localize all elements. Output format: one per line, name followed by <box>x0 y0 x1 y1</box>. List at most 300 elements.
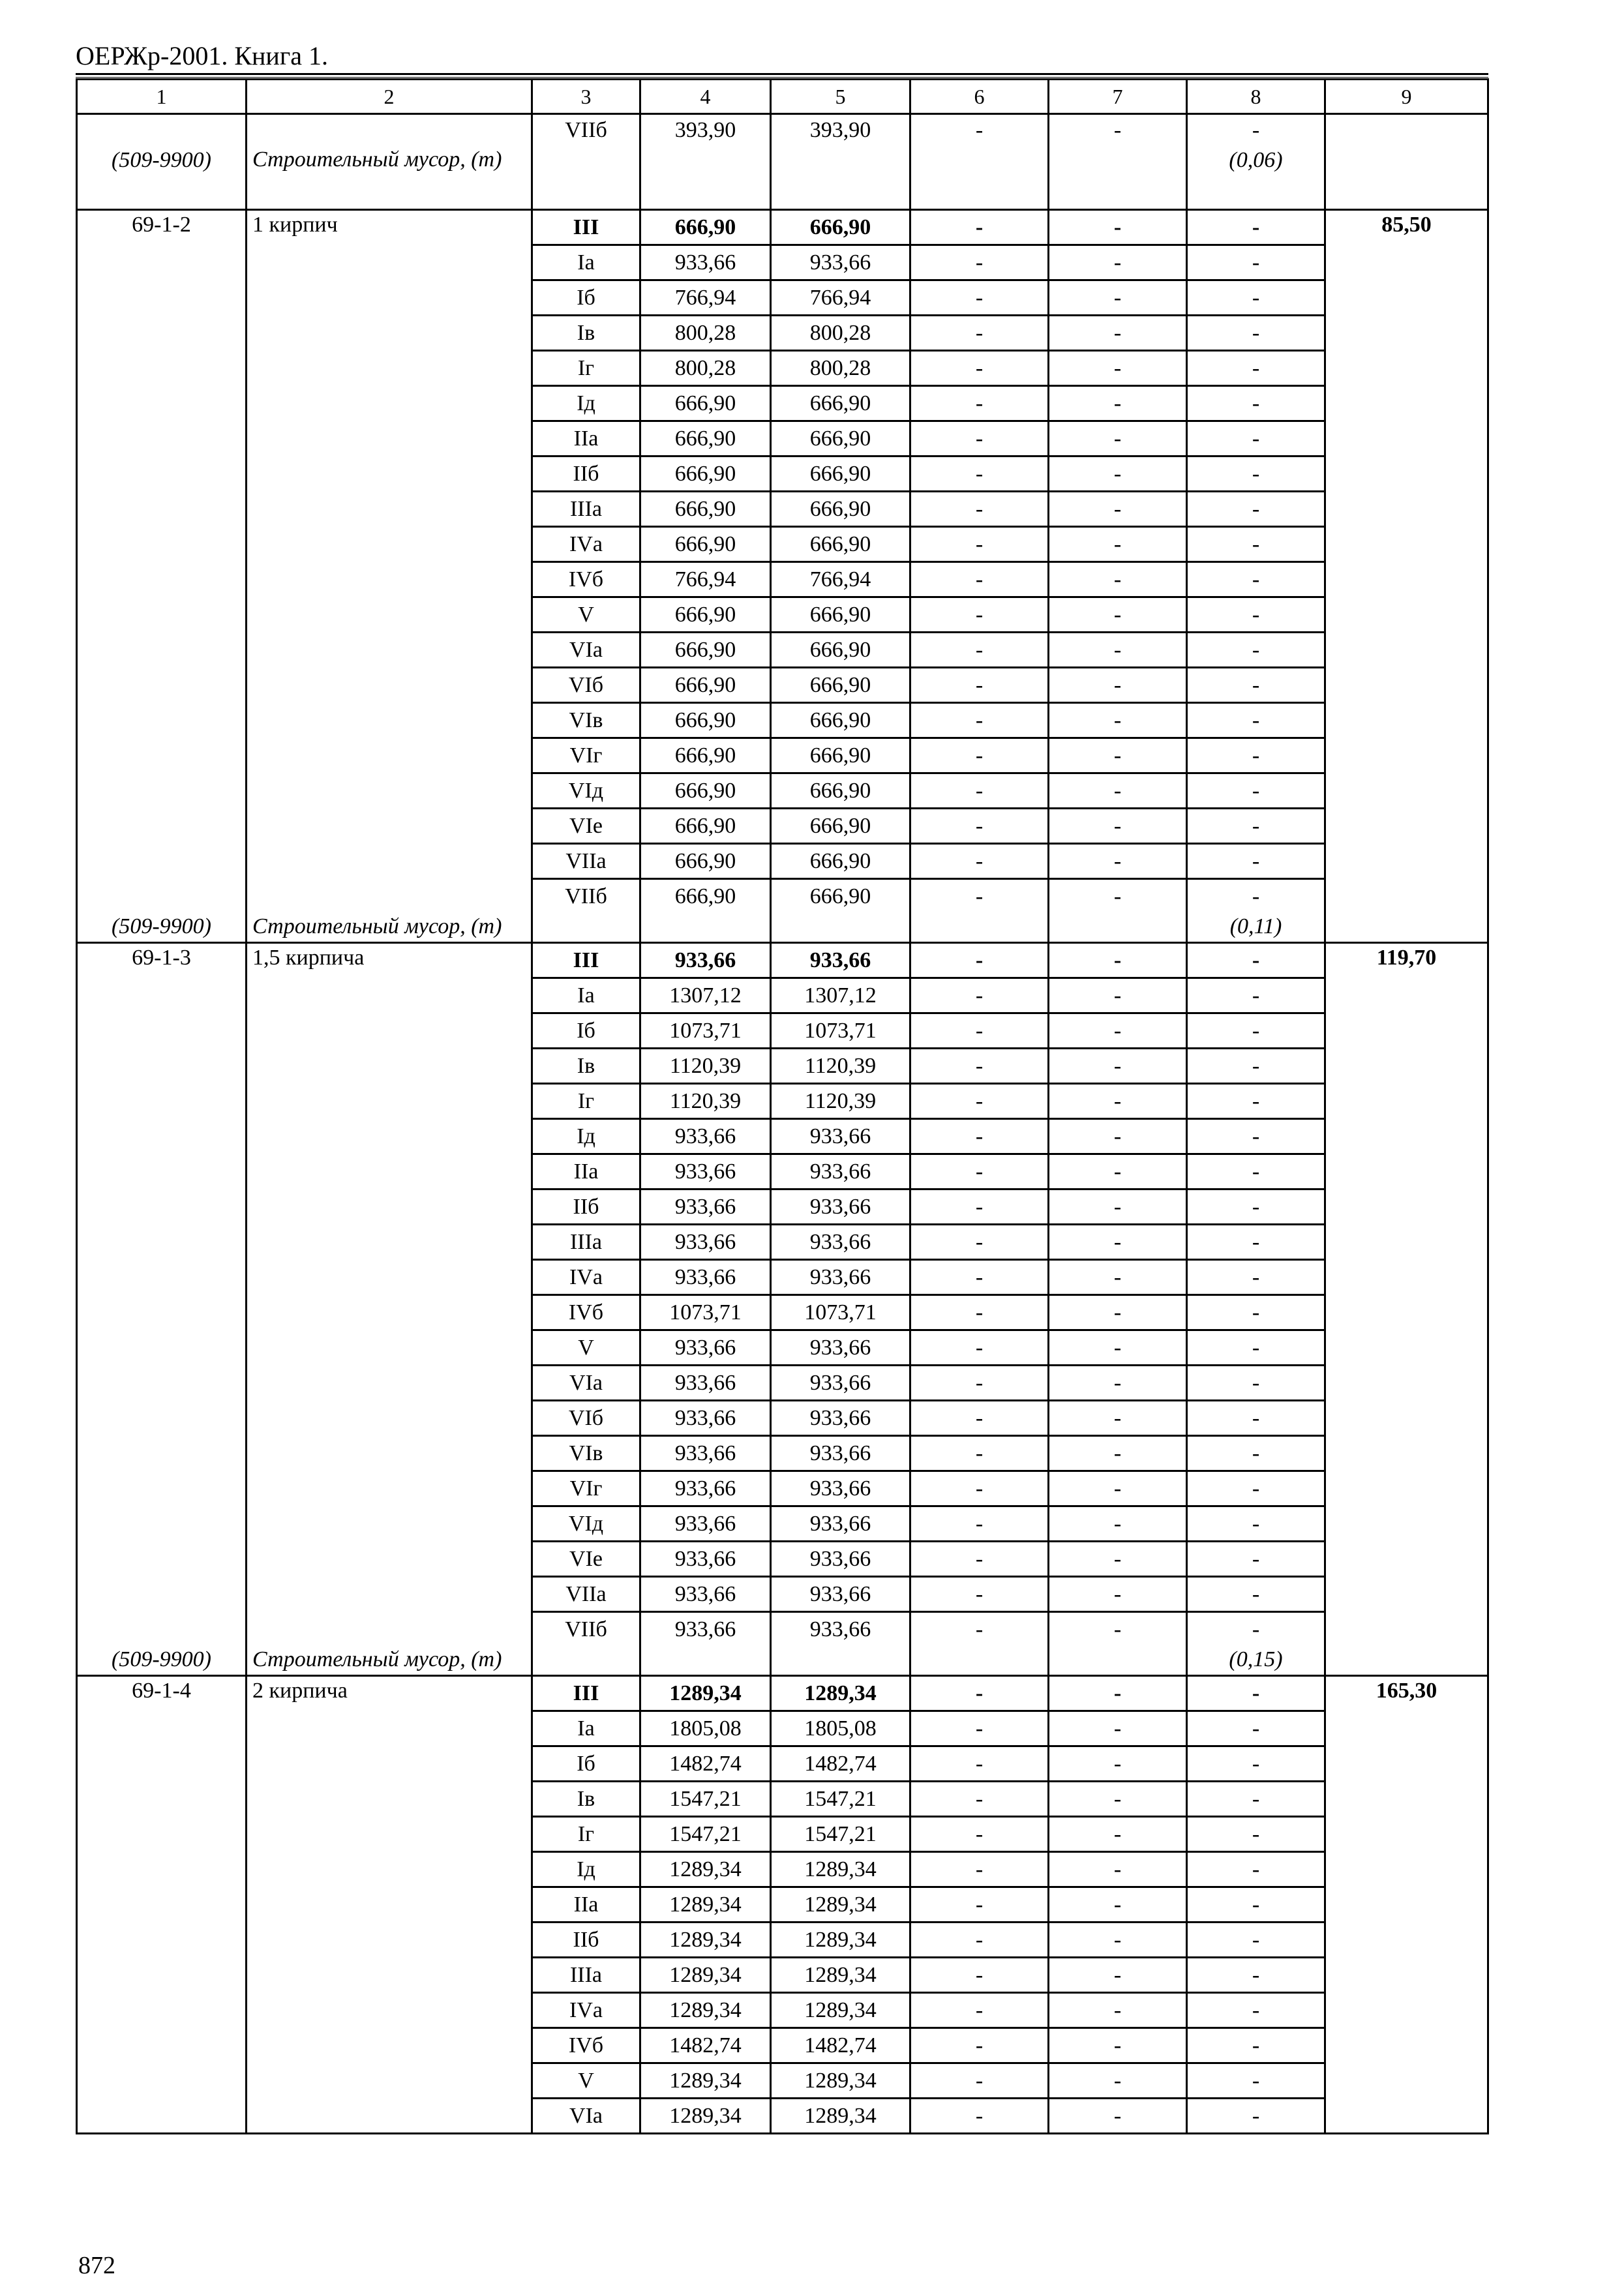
table-row <box>77 316 1488 351</box>
table-cell <box>77 245 247 280</box>
table-cell <box>247 773 532 809</box>
value-cell: - <box>1049 1746 1187 1782</box>
value-cell: - <box>1049 562 1187 597</box>
value-cell: - <box>1187 844 1325 879</box>
zone-cell: IIIа <box>532 1958 640 1993</box>
value-cell: - <box>1049 1922 1187 1958</box>
table-cell <box>1325 738 1488 773</box>
table-cell <box>1325 1471 1488 1506</box>
table-cell <box>247 1646 532 1676</box>
table-cell <box>1325 245 1488 280</box>
value-cell: - <box>1049 492 1187 527</box>
value-cell: 1073,71 <box>771 1295 910 1330</box>
table-cell <box>1325 386 1488 421</box>
value-cell: - <box>1049 1577 1187 1612</box>
value-cell: - <box>1187 1189 1325 1225</box>
value-cell: 933,66 <box>640 1225 771 1260</box>
value-cell: 666,90 <box>640 703 771 738</box>
column-number-row <box>77 80 1488 114</box>
value-cell: 933,66 <box>640 1612 771 1647</box>
value-cell: - <box>1187 492 1325 527</box>
table-cell <box>247 1471 532 1506</box>
value-cell: - <box>1049 1817 1187 1852</box>
header-rule-thin <box>76 77 1488 78</box>
zone-cell: IVа <box>532 1993 640 2028</box>
table-cell <box>77 351 247 386</box>
value-cell: 1547,21 <box>640 1817 771 1852</box>
table-cell <box>77 1922 247 1958</box>
table-cell <box>247 2099 532 2134</box>
value-cell: 666,90 <box>640 386 771 421</box>
table-row <box>77 1401 1488 1436</box>
table-row <box>77 1119 1488 1154</box>
table-cell <box>247 844 532 879</box>
zone-cell: VIIа <box>532 844 640 879</box>
table-cell <box>1325 562 1488 597</box>
zone-cell: IIа <box>532 1887 640 1922</box>
table-cell <box>247 280 532 316</box>
value-cell: - <box>910 1013 1049 1049</box>
table-cell <box>77 280 247 316</box>
value-cell: - <box>910 879 1049 914</box>
value-cell: 933,66 <box>640 245 771 280</box>
table-cell <box>77 809 247 844</box>
value-cell: - <box>910 1225 1049 1260</box>
zone-cell: Iд <box>532 386 640 421</box>
zone-cell: VIв <box>532 703 640 738</box>
table-cell <box>77 773 247 809</box>
table-cell <box>1325 1711 1488 1746</box>
table-cell <box>77 1366 247 1401</box>
value-cell: - <box>910 844 1049 879</box>
table-row <box>77 809 1488 844</box>
value-cell: - <box>910 1049 1049 1084</box>
value-cell: - <box>1187 114 1325 147</box>
value-cell: - <box>1187 1612 1325 1647</box>
value-cell: - <box>910 1922 1049 1958</box>
table-row <box>77 1154 1488 1189</box>
value-cell: 666,90 <box>771 844 910 879</box>
table-row <box>77 1887 1488 1922</box>
value-cell: - <box>1049 668 1187 703</box>
value-cell: 666,90 <box>640 633 771 668</box>
value-cell: - <box>1187 386 1325 421</box>
total-value: 119,70 <box>1325 943 1488 978</box>
value-cell: 1289,34 <box>771 1922 910 1958</box>
value-cell: 1289,34 <box>771 1887 910 1922</box>
value-cell: - <box>1187 738 1325 773</box>
table-cell <box>247 2028 532 2063</box>
table-cell <box>1325 280 1488 316</box>
value-cell: - <box>1049 1958 1187 1993</box>
value-cell: - <box>1049 738 1187 773</box>
value-cell: - <box>910 1676 1049 1711</box>
zone-cell: Iв <box>532 316 640 351</box>
table-row <box>77 1746 1488 1782</box>
value-cell: 1073,71 <box>640 1013 771 1049</box>
value-cell: 1073,71 <box>771 1013 910 1049</box>
value-cell: 933,66 <box>771 1401 910 1436</box>
table-cell <box>77 1711 247 1746</box>
value-cell: - <box>910 351 1049 386</box>
value-cell: - <box>910 1084 1049 1119</box>
value-cell: - <box>1049 527 1187 562</box>
zone-cell: VIб <box>532 1401 640 1436</box>
value-cell: - <box>1049 879 1187 914</box>
table-cell <box>1325 668 1488 703</box>
table-cell <box>1325 1887 1488 1922</box>
item-name: 2 кирпича <box>247 1676 532 1711</box>
zone-cell: Iа <box>532 1711 640 1746</box>
debris-code: (509-9900) <box>77 913 247 943</box>
value-cell: - <box>910 280 1049 316</box>
value-cell: - <box>1049 2028 1187 2063</box>
value-cell: 1805,08 <box>640 1711 771 1746</box>
table-row <box>77 386 1488 421</box>
table-row <box>77 844 1488 879</box>
item-name: 1,5 кирпича <box>247 943 532 978</box>
value-cell: 666,90 <box>771 386 910 421</box>
table-row <box>77 1817 1488 1852</box>
table-cell <box>247 1436 532 1471</box>
value-cell: 933,66 <box>640 1542 771 1577</box>
table-cell <box>1325 316 1488 351</box>
value-cell: 800,28 <box>640 351 771 386</box>
table-cell <box>247 597 532 633</box>
value-cell: 666,90 <box>640 492 771 527</box>
table-cell <box>1325 1260 1488 1295</box>
table-cell <box>247 1260 532 1295</box>
value-cell: 1289,34 <box>640 1676 771 1711</box>
value-cell: - <box>1187 1154 1325 1189</box>
table-cell <box>1325 809 1488 844</box>
table-cell <box>1325 1542 1488 1577</box>
table-cell <box>247 668 532 703</box>
table-cell <box>77 2028 247 2063</box>
table-cell <box>1325 1295 1488 1330</box>
item-code: 69-1-2 <box>77 210 247 245</box>
debris-value: (0,06) <box>1187 146 1325 210</box>
table-row <box>77 1852 1488 1887</box>
value-cell: - <box>1049 1711 1187 1746</box>
table-row <box>77 633 1488 668</box>
table-cell <box>1325 456 1488 492</box>
value-cell: - <box>1049 1119 1187 1154</box>
zone-cell: Iв <box>532 1049 640 1084</box>
value-cell: 1547,21 <box>771 1817 910 1852</box>
value-cell: - <box>910 1471 1049 1506</box>
value-cell: - <box>1187 1782 1325 1817</box>
table-cell <box>247 492 532 527</box>
value-cell: 666,90 <box>640 879 771 914</box>
value-cell: - <box>1049 421 1187 456</box>
value-cell: - <box>1187 1676 1325 1711</box>
table-row <box>77 773 1488 809</box>
value-cell: 1482,74 <box>640 1746 771 1782</box>
value-cell: - <box>1187 1577 1325 1612</box>
table-cell <box>1325 1612 1488 1647</box>
table-row <box>77 492 1488 527</box>
item-code: 69-1-3 <box>77 943 247 978</box>
table-cell <box>77 1154 247 1189</box>
value-cell: 800,28 <box>771 316 910 351</box>
value-cell: - <box>1049 386 1187 421</box>
debris-value: (0,11) <box>1187 913 1325 943</box>
table-cell <box>1325 1746 1488 1782</box>
value-cell: - <box>910 1260 1049 1295</box>
value-cell: - <box>1049 1225 1187 1260</box>
value-cell: - <box>910 1577 1049 1612</box>
table-cell <box>247 562 532 597</box>
column-number: 4 <box>640 80 771 114</box>
zone-cell: VIг <box>532 738 640 773</box>
table-cell <box>1325 1436 1488 1471</box>
zone-cell: Iб <box>532 1013 640 1049</box>
value-cell: 1289,34 <box>771 1958 910 1993</box>
zone-cell: VIIб <box>532 1612 640 1647</box>
zone-cell: III <box>532 210 640 245</box>
value-cell: 933,66 <box>640 1577 771 1612</box>
table-row <box>77 562 1488 597</box>
table-cell <box>1325 703 1488 738</box>
table-cell <box>1325 1401 1488 1436</box>
value-cell: - <box>1049 1013 1187 1049</box>
value-cell: - <box>1187 879 1325 914</box>
value-cell: - <box>1049 1887 1187 1922</box>
debris-row <box>77 146 1488 210</box>
value-cell: - <box>910 1746 1049 1782</box>
table-cell <box>247 456 532 492</box>
table-cell <box>77 1436 247 1471</box>
value-cell: - <box>910 597 1049 633</box>
zone-cell: IVб <box>532 562 640 597</box>
value-cell: - <box>1187 2028 1325 2063</box>
table-cell <box>77 844 247 879</box>
table-cell <box>247 879 532 914</box>
table-cell <box>77 1013 247 1049</box>
table-cell <box>1325 1013 1488 1049</box>
table-cell <box>1325 2063 1488 2099</box>
table-cell <box>77 633 247 668</box>
table-row <box>77 597 1488 633</box>
value-cell: 666,90 <box>640 809 771 844</box>
value-cell: - <box>910 421 1049 456</box>
zone-cell: Iг <box>532 351 640 386</box>
value-cell: - <box>1187 1013 1325 1049</box>
value-cell: 1120,39 <box>771 1084 910 1119</box>
table-cell <box>1325 1646 1488 1676</box>
item-code: 69-1-4 <box>77 1676 247 1711</box>
table-cell <box>771 1646 910 1676</box>
value-cell: 1289,34 <box>771 1852 910 1887</box>
value-cell: 766,94 <box>771 562 910 597</box>
value-cell: 1289,34 <box>640 2063 771 2099</box>
value-cell: 933,66 <box>640 1366 771 1401</box>
table-cell <box>1325 1084 1488 1119</box>
value-cell: - <box>1187 1817 1325 1852</box>
value-cell: - <box>1049 1295 1187 1330</box>
value-cell: - <box>1049 1471 1187 1506</box>
table-cell <box>77 1993 247 2028</box>
value-cell: - <box>1187 1401 1325 1436</box>
value-cell: - <box>1187 280 1325 316</box>
value-cell: - <box>1049 597 1187 633</box>
table-cell <box>247 978 532 1013</box>
table-cell <box>247 1366 532 1401</box>
table-cell <box>77 1958 247 1993</box>
table-cell <box>1325 421 1488 456</box>
table-cell <box>247 1577 532 1612</box>
value-cell: 666,90 <box>771 597 910 633</box>
zone-cell: VIIб <box>532 879 640 914</box>
column-number: 3 <box>532 80 640 114</box>
value-cell: - <box>1049 1154 1187 1189</box>
table-cell <box>77 703 247 738</box>
value-cell: - <box>1049 210 1187 245</box>
table-cell <box>247 1154 532 1189</box>
value-cell: - <box>1187 1366 1325 1401</box>
value-cell: - <box>910 1852 1049 1887</box>
table-cell <box>77 668 247 703</box>
table-cell <box>247 1330 532 1366</box>
table-cell <box>247 1506 532 1542</box>
zone-cell: VIа <box>532 1366 640 1401</box>
value-cell: 666,90 <box>771 703 910 738</box>
table-cell <box>1325 1958 1488 1993</box>
debris-name: Строительный мусор, (т) <box>252 1647 502 1671</box>
zone-cell: VIе <box>532 809 640 844</box>
table-row <box>77 527 1488 562</box>
table-cell <box>247 1295 532 1330</box>
table-cell <box>247 1993 532 2028</box>
table-cell <box>77 492 247 527</box>
value-cell: - <box>1187 1887 1325 1922</box>
value-cell: 666,90 <box>640 456 771 492</box>
table-cell <box>77 1612 247 1647</box>
table-cell <box>247 1612 532 1647</box>
table-cell <box>247 421 532 456</box>
table-cell <box>77 1506 247 1542</box>
zone-cell: VIа <box>532 633 640 668</box>
value-cell: - <box>1187 1711 1325 1746</box>
value-cell: 933,66 <box>771 1189 910 1225</box>
table-row <box>77 2063 1488 2099</box>
table-row <box>77 1506 1488 1542</box>
value-cell: - <box>1049 1049 1187 1084</box>
table-cell <box>1325 1782 1488 1817</box>
table-cell <box>247 738 532 773</box>
value-cell: 1289,34 <box>771 2099 910 2134</box>
value-cell: - <box>1187 1852 1325 1887</box>
table-cell <box>1325 2099 1488 2134</box>
table-cell <box>1325 1993 1488 2028</box>
value-cell: - <box>1049 703 1187 738</box>
value-cell: - <box>910 2099 1049 2134</box>
value-cell: - <box>1187 1958 1325 1993</box>
table-cell <box>77 1542 247 1577</box>
table-row <box>77 879 1488 914</box>
value-cell: 666,90 <box>640 844 771 879</box>
value-cell: - <box>1049 1612 1187 1647</box>
debris-value: (0,15) <box>1187 1646 1325 1676</box>
table-cell <box>77 597 247 633</box>
zone-cell: Iб <box>532 1746 640 1782</box>
value-cell: 933,66 <box>771 1330 910 1366</box>
table-cell <box>247 1225 532 1260</box>
value-cell: - <box>1049 1330 1187 1366</box>
zone-cell: IVб <box>532 2028 640 2063</box>
table-row <box>77 703 1488 738</box>
value-cell: - <box>1049 280 1187 316</box>
table-row <box>77 421 1488 456</box>
zone-cell: V <box>532 597 640 633</box>
column-number: 5 <box>771 80 910 114</box>
zone-cell: IIб <box>532 1922 640 1958</box>
column-number: 8 <box>1187 80 1325 114</box>
value-cell: - <box>1049 456 1187 492</box>
value-cell: - <box>1049 1676 1187 1711</box>
table-cell <box>77 1782 247 1817</box>
zone-cell: III <box>532 943 640 978</box>
value-cell: - <box>1049 2063 1187 2099</box>
table-row <box>77 1225 1488 1260</box>
value-cell: - <box>1187 351 1325 386</box>
value-cell: - <box>910 978 1049 1013</box>
zone-cell: V <box>532 1330 640 1366</box>
table-cell <box>247 386 532 421</box>
table-cell <box>77 1084 247 1119</box>
value-cell: - <box>1187 597 1325 633</box>
value-cell: 933,66 <box>771 1154 910 1189</box>
zone-cell: VIд <box>532 1506 640 1542</box>
table-cell <box>1325 1506 1488 1542</box>
value-cell: - <box>910 1506 1049 1542</box>
value-cell: - <box>1187 773 1325 809</box>
table-cell <box>247 809 532 844</box>
value-cell: 1289,34 <box>640 1993 771 2028</box>
zone-cell: VIв <box>532 1436 640 1471</box>
value-cell: - <box>1187 1295 1325 1330</box>
value-cell: - <box>910 562 1049 597</box>
header-rule <box>76 73 1488 75</box>
value-cell: 933,66 <box>771 1612 910 1647</box>
value-cell: - <box>1049 1401 1187 1436</box>
zone-cell: IVа <box>532 1260 640 1295</box>
value-cell: - <box>1049 114 1187 147</box>
item-name: 1 кирпич <box>247 210 532 245</box>
value-cell: 933,66 <box>771 943 910 978</box>
zone-cell: Iб <box>532 280 640 316</box>
table-cell <box>1325 1817 1488 1852</box>
value-cell: - <box>1187 1922 1325 1958</box>
table-cell <box>247 351 532 386</box>
value-cell: 766,94 <box>640 280 771 316</box>
value-cell: - <box>1187 668 1325 703</box>
table-cell <box>77 1577 247 1612</box>
value-cell: 1289,34 <box>771 1676 910 1711</box>
value-cell: - <box>910 2063 1049 2099</box>
value-cell: 933,66 <box>771 1471 910 1506</box>
value-cell: 800,28 <box>640 316 771 351</box>
table-cell <box>1325 844 1488 879</box>
table-cell <box>247 1922 532 1958</box>
value-cell: - <box>910 1436 1049 1471</box>
value-cell: 933,66 <box>640 1506 771 1542</box>
value-cell: 666,90 <box>771 633 910 668</box>
table-cell <box>1325 527 1488 562</box>
table-cell <box>77 2099 247 2134</box>
rates-table <box>76 78 1489 2134</box>
